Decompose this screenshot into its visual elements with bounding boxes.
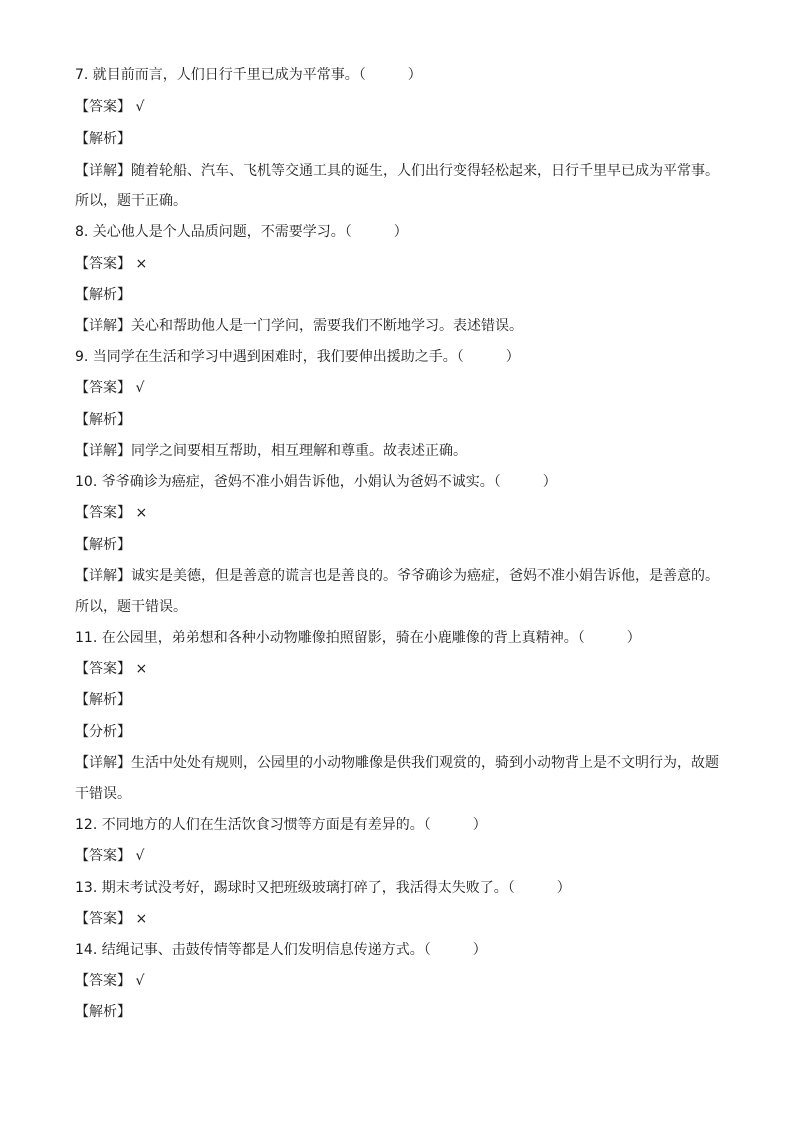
answer-tag: 【答案】	[75, 973, 131, 989]
question-7-stem: 7. 就目前而言，人们日行千里已成为平常事。（ ）	[75, 67, 422, 83]
answer-mark: ×	[135, 911, 148, 927]
question-14-analysis-tag: 【解析】	[75, 1004, 131, 1020]
question-8-detail	[75, 317, 734, 335]
answer-tag: 【答案】	[75, 661, 131, 677]
answer-mark: ×	[135, 505, 148, 521]
detail-text: 诚实是美德，但是善意的谎言也是善良的。爷爷确诊为癌症，爸妈不准小娟告诉他，是善意的。	[131, 568, 719, 584]
question-9-detail	[75, 442, 734, 460]
detail-text: 生活中处处有规则，公园里的小动物雕像是供我们观赏的，骑到小动物背上是不文明行为，故题	[131, 755, 719, 771]
question-14-stem: 14. 结绳记事、击鼓传情等都是人们发明信息传递方式。（ ）	[75, 942, 487, 958]
question-12-answer	[75, 847, 734, 865]
question-10-answer	[75, 504, 734, 522]
question-11-fenxi-tag: 【分析】	[75, 724, 131, 740]
answer-tag: 【答案】	[75, 505, 131, 521]
detail-tag: 【详解】	[75, 318, 131, 334]
question-8-analysis-tag: 【解析】	[75, 287, 131, 303]
detail-text: 关心和帮助他人是一门学问，需要我们不断地学习。表述错误。	[131, 318, 523, 334]
question-10-analysis-tag: 【解析】	[75, 537, 131, 553]
answer-tag: 【答案】	[75, 848, 131, 864]
question-11-detail	[75, 754, 734, 772]
question-11-stem: 11. 在公园里，弟弟想和各种小动物雕像拍照留影，骑在小鹿雕像的背上真精神。（ ）	[75, 630, 641, 646]
question-7-analysis-tag: 【解析】	[75, 131, 131, 147]
answer-tag: 【答案】	[75, 911, 131, 927]
answer-tag: 【答案】	[75, 256, 131, 272]
answer-mark: ×	[135, 661, 148, 677]
detail-tag: 【详解】	[75, 755, 131, 771]
question-7-detail-cont: 所以，题干正确。	[75, 193, 187, 209]
detail-tag: 【详解】	[75, 443, 131, 459]
answer-tag: 【答案】	[75, 380, 131, 396]
question-9-answer	[75, 379, 734, 397]
question-12-stem: 12. 不同地方的人们在生活饮食习惯等方面是有差异的。（ ）	[75, 817, 487, 833]
detail-tag: 【详解】	[75, 568, 131, 584]
question-10-detail	[75, 567, 734, 585]
question-11-analysis-tag: 【解析】	[75, 692, 131, 708]
detail-tag: 【详解】	[75, 163, 131, 179]
question-13-answer	[75, 910, 734, 928]
question-14-answer	[75, 972, 734, 990]
answer-mark: √	[135, 973, 145, 989]
answer-mark: √	[135, 848, 145, 864]
question-9-analysis-tag: 【解析】	[75, 412, 131, 428]
question-13-stem: 13. 期末考试没考好，踢球时又把班级玻璃打碎了，我活得太失败了。（ ）	[75, 880, 571, 896]
answer-mark: ×	[135, 256, 148, 272]
answer-tag: 【答案】	[75, 99, 131, 115]
detail-text: 同学之间要相互帮助，相互理解和尊重。故表述正确。	[131, 443, 467, 459]
question-10-stem: 10. 爷爷确诊为癌症，爸妈不准小娟告诉他，小娟认为爸妈不诚实。（ ）	[75, 474, 557, 490]
question-7-answer	[75, 98, 734, 116]
answer-mark: √	[135, 380, 145, 396]
question-8-stem: 8. 关心他人是个人品质问题，不需要学习。（ ）	[75, 224, 408, 240]
question-10-detail-cont: 所以，题干错误。	[75, 599, 187, 615]
question-8-answer	[75, 255, 734, 273]
question-9-stem: 9. 当同学在生活和学习中遇到困难时，我们要伸出援助之手。（ ）	[75, 349, 520, 365]
question-11-detail-cont: 干错误。	[75, 786, 131, 802]
question-11-answer	[75, 660, 734, 678]
answer-mark: √	[135, 99, 145, 115]
detail-text: 随着轮船、汽车、飞机等交通工具的诞生，人们出行变得轻松起来，日行千里早已成为平常事。	[131, 163, 719, 179]
question-7-detail	[75, 162, 734, 180]
